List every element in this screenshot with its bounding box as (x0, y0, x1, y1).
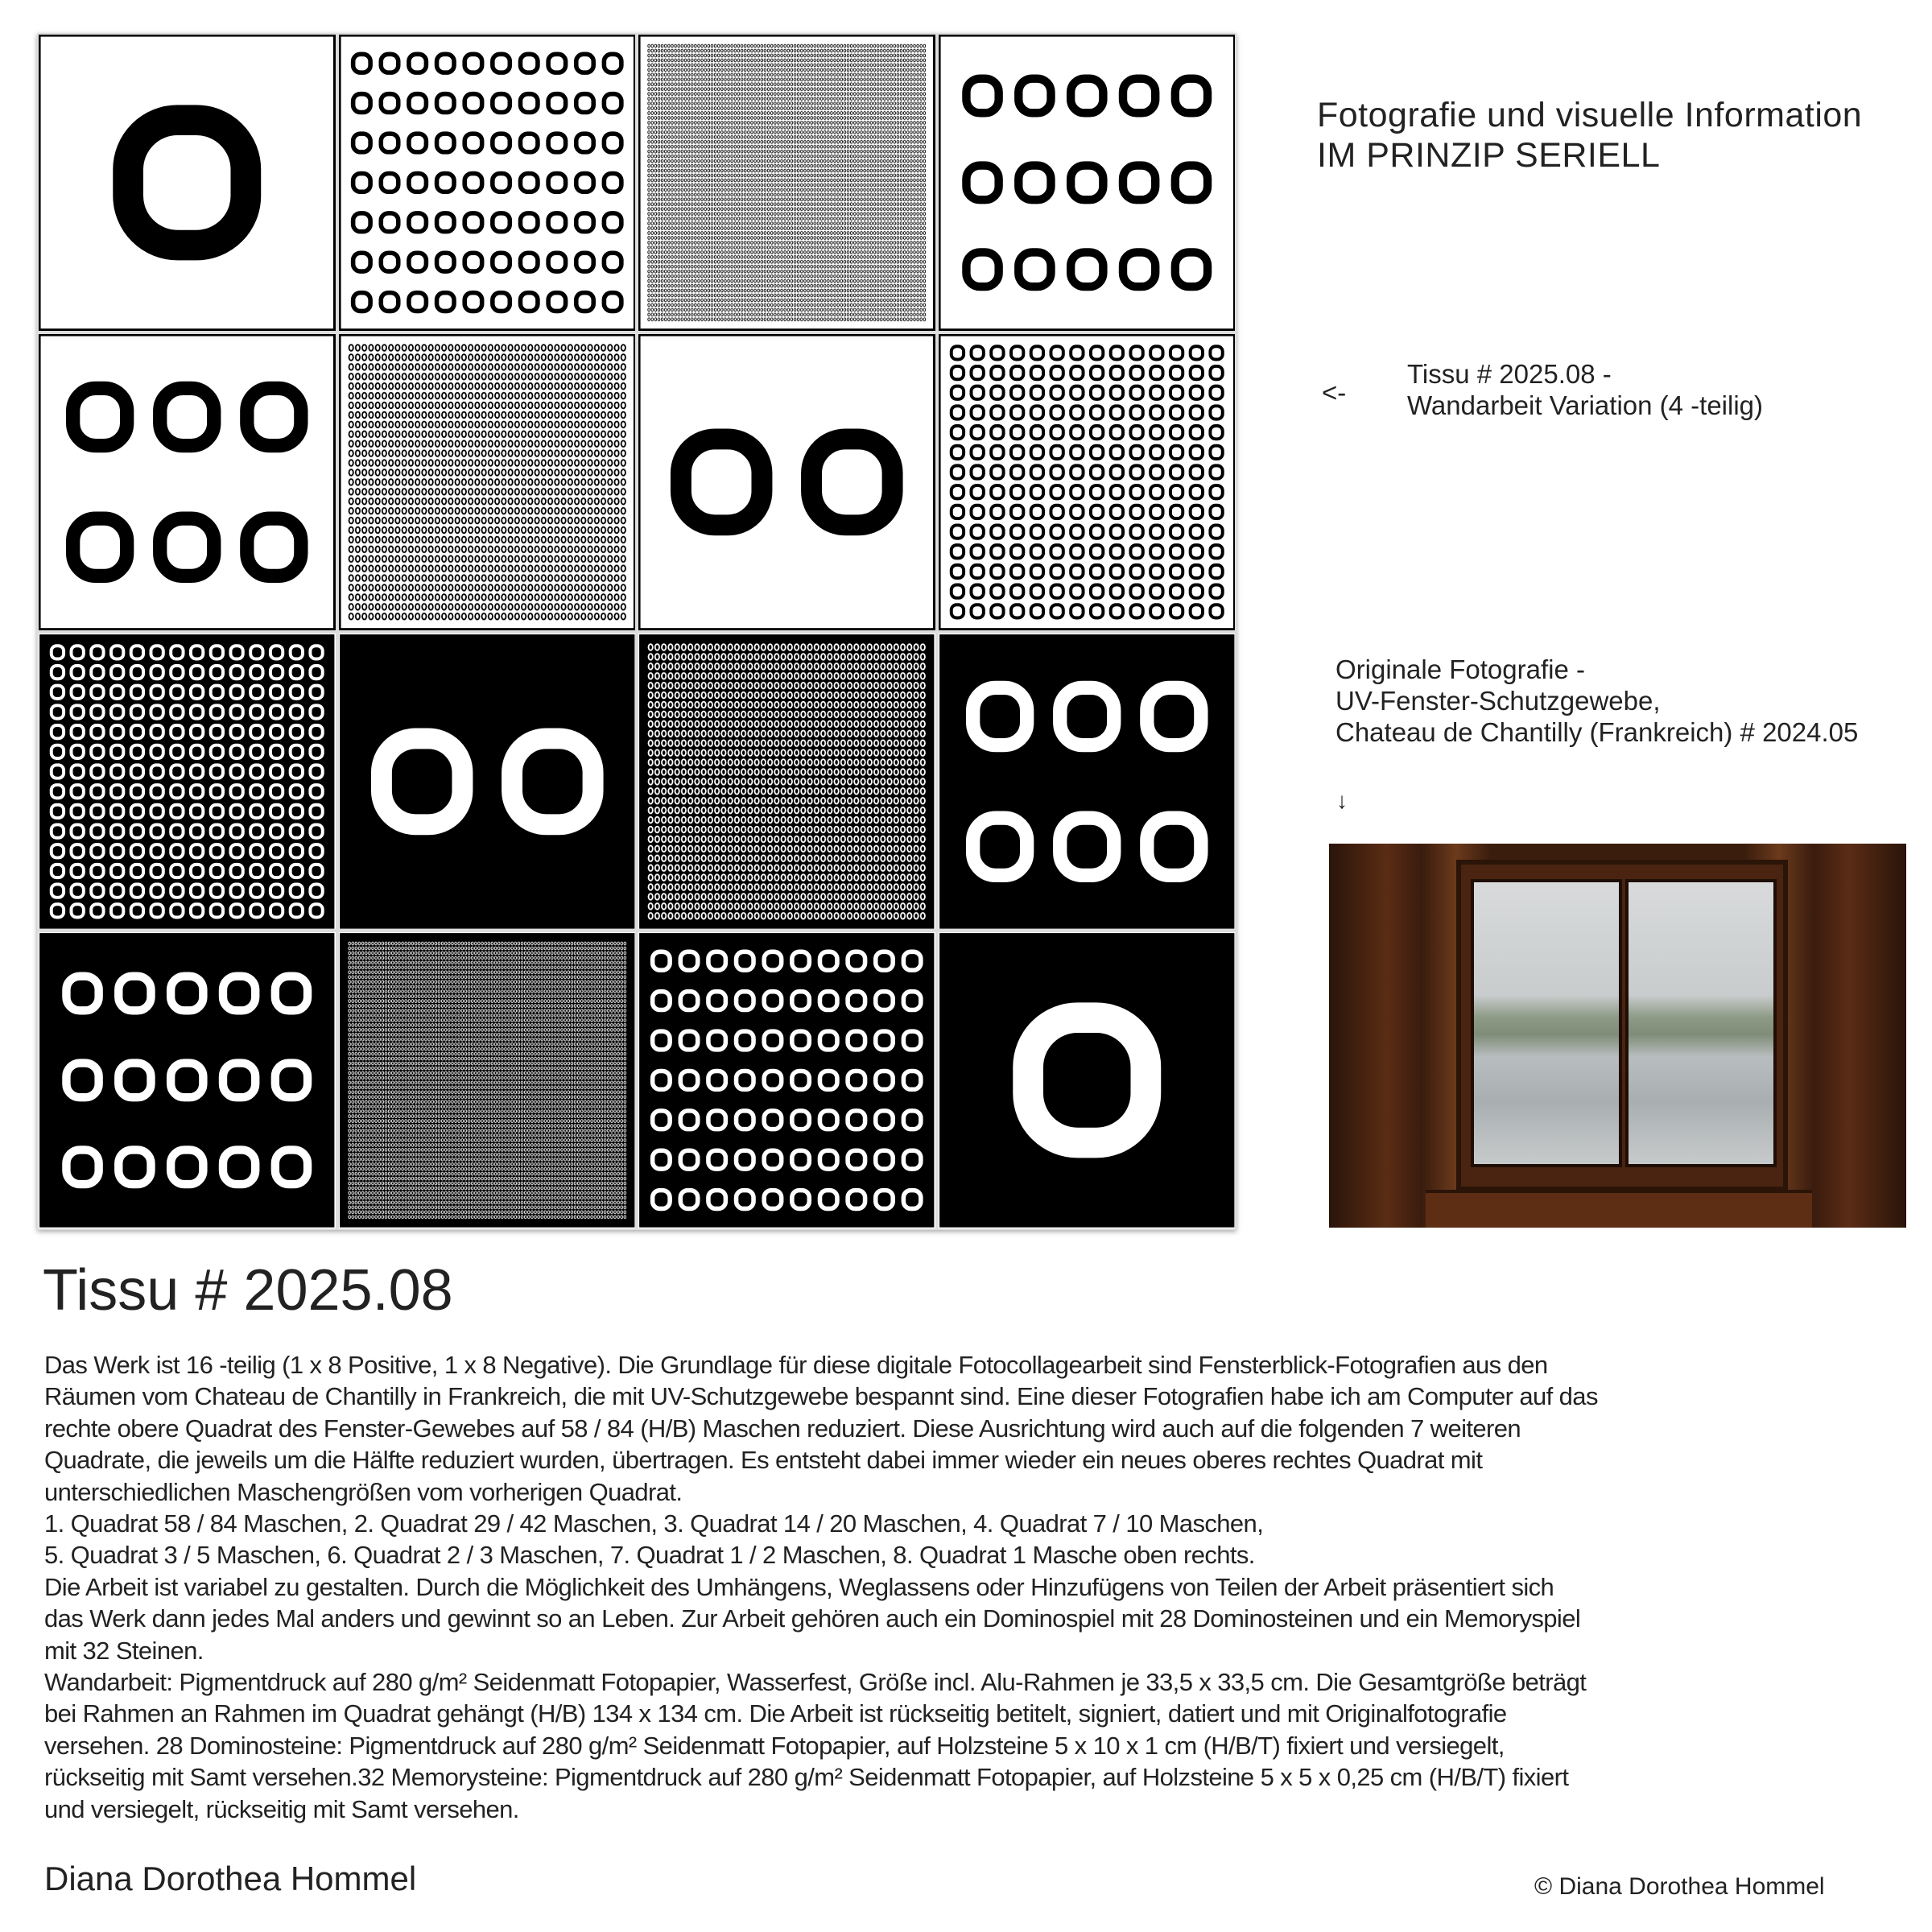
artwork-title: Tissu # 2025.08 (43, 1258, 453, 1323)
artwork-tile (339, 334, 636, 630)
description-line: Quadrate, die jeweils um die Hälfte reduziert wurden, übertragen. Es entsteht dabei immer wieder ein neues oberes rechtes Quadrat mit (44, 1446, 1483, 1475)
artwork-tile (638, 634, 935, 930)
mesh-texture (647, 43, 926, 322)
variation-line-1: Tissu # 2025.08 - (1407, 359, 1612, 389)
artwork-tile (39, 634, 336, 930)
window-frame (1456, 860, 1788, 1191)
page-header (1317, 95, 1862, 175)
artwork-grid (37, 33, 1236, 1230)
artwork-tile (39, 334, 336, 630)
description-line: 5. Quadrat 3 / 5 Maschen, 6. Quadrat 2 / 3 Maschen, 7. Quadrat 1 / 2 Maschen, 8. Quadrat 1 Masche oben rechts. (44, 1541, 1255, 1570)
artwork-tile (339, 634, 636, 930)
artwork-tile (939, 334, 1236, 630)
description-line: 1. Quadrat 58 / 84 Maschen, 2. Quadrat 29 / 42 Maschen, 3. Quadrat 14 / 20 Maschen, 4. Quadrat 7 / 10 Maschen, (44, 1509, 1264, 1538)
artwork-tile (638, 35, 935, 331)
copyright-notice: © Diana Dorothea Hommel (1534, 1873, 1825, 1900)
artwork-tile (339, 35, 636, 331)
mesh-texture (348, 343, 626, 621)
description-line: versehen. 28 Dominosteine: Pigmentdruck auf 280 g/m² Seidenmatt Fotopapier, auf Holzsteine 5 x 10 x 1 cm (H/B/T) fixiert und versiegelt, (44, 1731, 1505, 1760)
photo-caption-line-1: Originale Fotografie - (1335, 654, 1585, 684)
artwork-tile (339, 932, 636, 1228)
description-line: und versiegelt, rückseitig mit Samt versehen. (44, 1794, 519, 1823)
artwork-tile (939, 35, 1236, 331)
artwork-tile (939, 634, 1236, 930)
header-line-1: Fotografie und visuelle Information (1317, 96, 1863, 134)
description-line: unterschiedlichen Maschengrößen vom vorherigen Quadrat. (44, 1477, 683, 1506)
artwork-tile (39, 932, 336, 1228)
header-line-2: IM PRINZIP SERIELL (1317, 136, 1661, 175)
variation-caption (1407, 358, 1763, 421)
description-line: bei Rahmen an Rahmen im Quadrat gehängt (H/B) 134 x 134 cm. Die Arbeit ist rückseitig betitelt, signiert, datiert und mit Originalfotografie (44, 1699, 1507, 1728)
description-line: Wandarbeit: Pigmentdruck auf 280 g/m² Seidenmatt Fotopapier, Wasserfest, Größe incl. Alu-Rahmen je 33,5 x 33,5 cm. Die Gesamtgröße beträgt (44, 1668, 1587, 1697)
artwork-tile (939, 932, 1236, 1228)
photo-caption (1335, 654, 1858, 748)
description-line: das Werk dann jedes Mal anders und gewinnt so an Leben. Zur Arbeit gehören auch ein Dominospiel mit 28 Dominosteinen und ein Memoryspiel (44, 1604, 1581, 1633)
description-line: rechte obere Quadrat des Fenster-Gewebes auf 58 / 84 (H/B) Maschen reduziert. Diese Ausrichtung wird auch auf die folgenden 7 weiteren (44, 1414, 1521, 1443)
variation-line-2: Wandarbeit Variation (4 -teilig) (1407, 390, 1764, 420)
mesh-texture (647, 642, 926, 921)
description-line: rückseitig mit Samt versehen.32 Memorysteine: Pigmentdruck auf 280 g/m² Seidenmatt Fotopapier, auf Holzsteine 5 x 5 x 0,25 cm (H/B/T) fixiert (44, 1763, 1569, 1792)
artwork-tile (638, 334, 935, 630)
artwork-tile (638, 932, 935, 1228)
photo-caption-line-3: Chateau de Chantilly (Frankreich) # 2024.05 (1335, 717, 1859, 747)
window-pane-left (1471, 879, 1622, 1167)
description-line: mit 32 Steinen. (44, 1636, 204, 1665)
artwork-description (44, 1349, 1598, 1825)
down-arrow-icon: ↓ (1336, 788, 1348, 813)
original-photo-window (1329, 844, 1906, 1228)
description-line: Die Arbeit ist variabel zu gestalten. Durch die Möglichkeit des Umhängens, Weglassens oder Hinzufügens von Teilen der Arbeit präsentiert sich (44, 1572, 1554, 1601)
author-name: Diana Dorothea Hommel (44, 1860, 417, 1897)
left-arrow-icon: <- (1322, 378, 1347, 407)
window-sill (1426, 1190, 1812, 1228)
mesh-texture (348, 941, 626, 1220)
description-line: Das Werk ist 16 -teilig (1 x 8 Positive, 1 x 8 Negative). Die Grundlage für diese digitale Fotocollagearbeit sind Fensterblick-Fotografien aus den (44, 1351, 1548, 1379)
window-pane-right (1625, 879, 1777, 1167)
description-line: Räumen vom Chateau de Chantilly in Frankreich, die mit UV-Schutzgewebe bespannt sind. Eine dieser Fotografien habe ich am Computer auf das (44, 1382, 1598, 1411)
artwork-tile (39, 35, 336, 331)
photo-caption-line-2: UV-Fenster-Schutzgewebe, (1335, 686, 1661, 716)
